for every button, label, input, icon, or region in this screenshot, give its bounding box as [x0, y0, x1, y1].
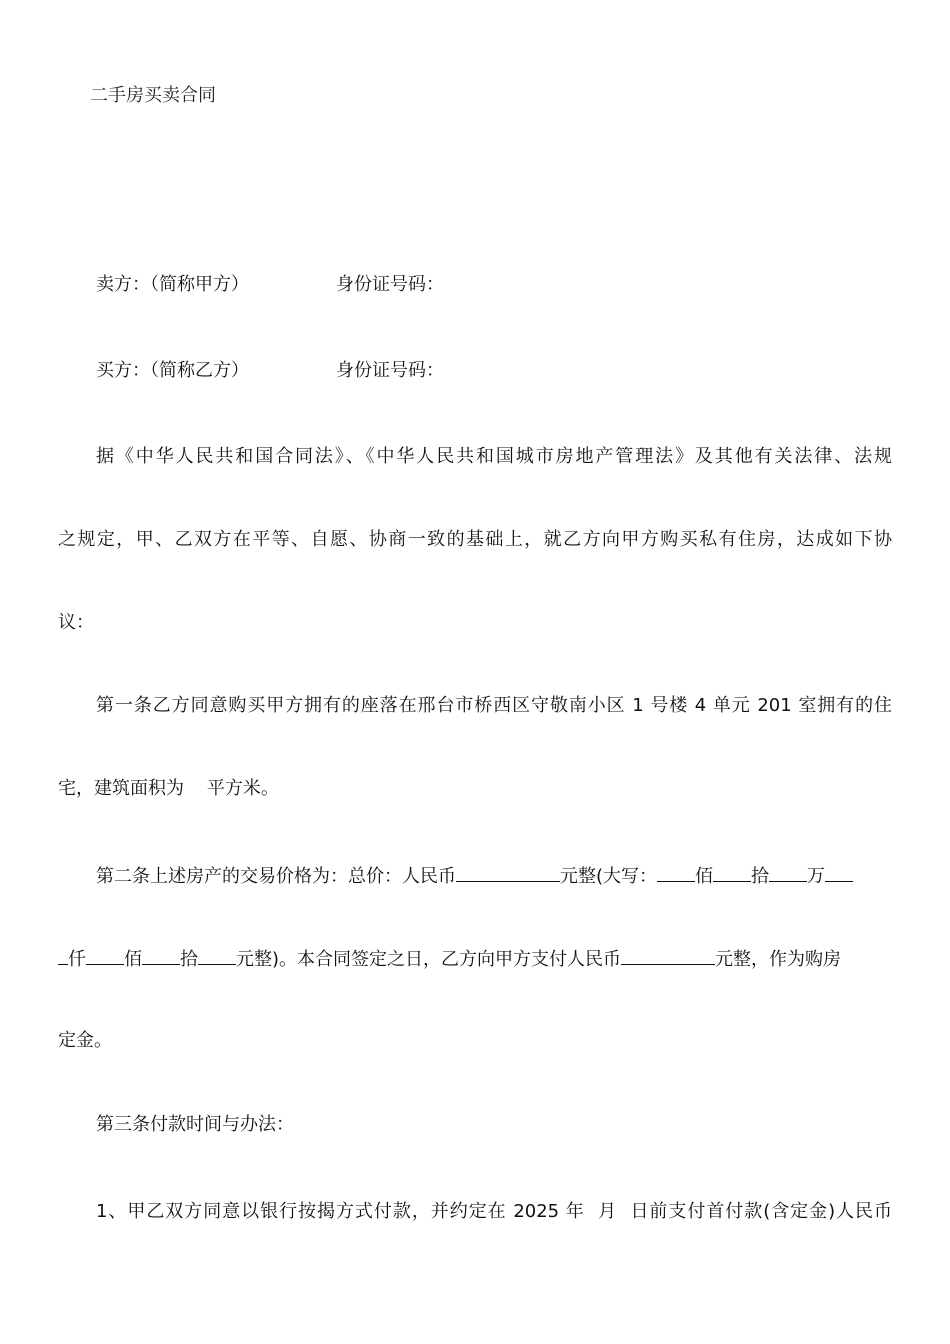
preamble-line-1: 据《中华人民共和国合同法》、《中华人民共和国城市房地产管理法》及其他有关法律、法规 [96, 446, 892, 467]
article2-text-g: 佰 [124, 949, 142, 970]
article2-text-i: 元整)。本合同签定之日，乙方向甲方支付人民币 [236, 949, 622, 970]
seller-id-label: 身份证号码： [336, 274, 444, 295]
document-title: 二手房买卖合同 [90, 85, 216, 106]
article2-text-c: 佰 [695, 866, 714, 887]
article2-text-d: 拾 [751, 866, 770, 887]
price-blank [456, 863, 560, 882]
article1-line-1: 第一条乙方同意购买甲方拥有的座落在邢台市桥西区守敬南小区 1 号楼 4 单元 201 室拥有的住 [96, 695, 892, 716]
article2-text-b: 元整(大写： [560, 866, 658, 887]
article2-text-e: 万 [807, 866, 826, 887]
article2-text-f: 仟 [68, 949, 86, 970]
blank-shi [713, 863, 751, 882]
article2-line-1 [96, 863, 853, 889]
blank-qian-a [825, 863, 853, 882]
article2-text-h: 拾 [180, 949, 198, 970]
blank-qian-b [58, 946, 68, 965]
buyer-label: 买方：（简称乙方） [96, 360, 249, 381]
article2-text-a: 第二条上述房产的交易价格为：总价：人民币 [96, 866, 456, 887]
deposit-blank [621, 946, 715, 965]
article3-item-1: 1、甲乙双方同意以银行按揭方式付款，并约定在 2025 年 月 日前支付首付款(含定金)人民币 [96, 1201, 892, 1222]
article2-text-j: 元整，作为购房 [715, 949, 842, 970]
buyer-id-label: 身份证号码： [336, 360, 444, 381]
blank-bai-2 [86, 946, 124, 965]
article3-heading: 第三条付款时间与办法： [96, 1114, 294, 1135]
blank-shi-2 [142, 946, 180, 965]
article1-line-2: 宅，建筑面积为 平方米。 [58, 778, 279, 799]
preamble-line-3: 议： [58, 612, 94, 633]
blank-bai [657, 863, 695, 882]
blank-wan [769, 863, 807, 882]
seller-label: 卖方：（简称甲方） [96, 274, 249, 295]
blank-yuan [198, 946, 236, 965]
article2-line-3: 定金。 [58, 1030, 112, 1051]
preamble-line-2: 之规定，甲、乙双方在平等、自愿、协商一致的基础上，就乙方向甲方购买私有住房，达成如下协 [58, 529, 892, 550]
article2-line-2 [58, 946, 841, 972]
